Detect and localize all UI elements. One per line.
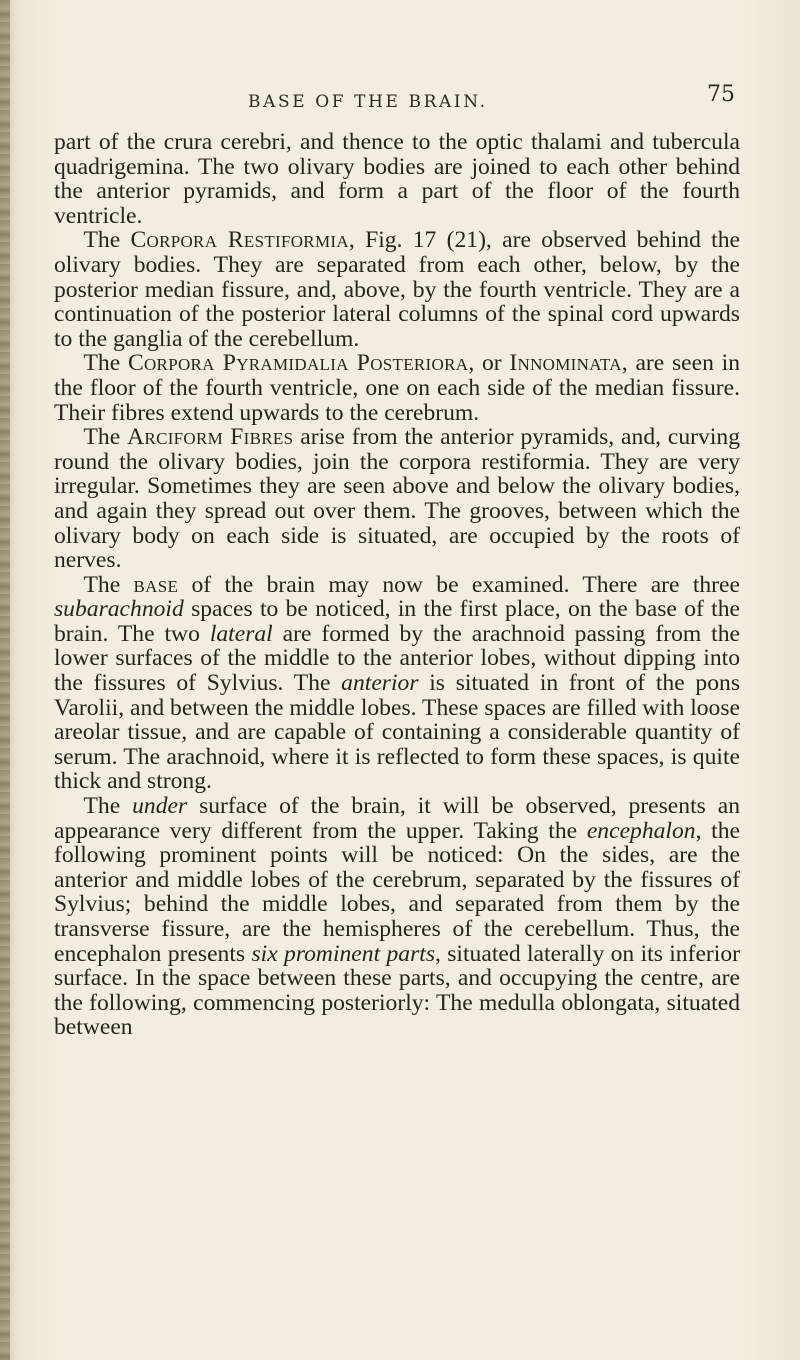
text-run: The [83, 793, 133, 820]
italic-term: lateral [209, 620, 273, 647]
page-binding-edge [0, 0, 10, 1360]
text-run: , the following prominent points will be noticed: On the sides, are the anterior and middle lobes of the cerebrum, separated by the fissures of Sylvius; behind the middle lobes, and separated from them by the transverse fissure, are the hemispheres of the cerebellum. Thus, the encephalon presents [54, 817, 740, 967]
text-run: part of the crura cerebri, and thence to the optic thalami and tubercula quadrigemina. The two olivary bodies are joined to each other behind the anterior pyramids, and form a part of the floor of the fourth ventricle. [54, 129, 740, 229]
small-caps-term: Arciform Fibres [127, 424, 294, 451]
text-run: are formed by the arachnoid passing from the lower surfaces of the middle to the anterior lobes, without dipping into the fissures of Sylvius. The [54, 620, 740, 697]
italic-term: subarachnoid [54, 596, 184, 623]
small-caps-term: Corpora Pyramidalia Posteriora [127, 350, 469, 377]
small-caps-term: base [133, 571, 179, 598]
paragraph [54, 351, 740, 425]
italic-term: under [132, 793, 188, 820]
text-run: spaces to be noticed, in the first place, on the base of the brain. The two [54, 596, 740, 647]
text-run: , or [468, 350, 510, 377]
paragraph [54, 425, 740, 573]
page-number: 75 [707, 82, 735, 107]
paragraph [54, 130, 740, 228]
running-title: BASE OF THE BRAIN. [248, 92, 488, 112]
body-text [54, 130, 740, 1040]
paragraph [54, 228, 740, 351]
paragraph [54, 573, 740, 794]
text-run: , are seen in the floor of the fourth ventricle, one on each side of the median fissure. Their fibres extend upwards to the cerebrum. [54, 350, 740, 426]
small-caps-term: Corpora Restiformia [130, 227, 349, 254]
text-run: is situated in front of the pons Varolii, and between the middle lobes. These spaces are filled with loose areolar tissue, and are capable of containing a considerable quantity of serum. The arachnoid, where it is reflected to form these spaces, is quite thick and strong. [54, 670, 740, 795]
text-run: The [83, 350, 128, 377]
italic-term: six prominent parts [251, 940, 435, 967]
text-run: surface of the brain, it will be observed, presents an appearance very different from the upper. Taking the [54, 793, 740, 844]
text-run: The [83, 227, 131, 254]
italic-term: encephalon [586, 817, 696, 844]
small-caps-term: Innominata [509, 350, 622, 377]
italic-term: anterior [341, 670, 419, 697]
running-header [0, 82, 800, 126]
paragraph [54, 794, 740, 1040]
text-run: , situated laterally on its inferior surface. In the space between these parts, and occupying the centre, are the following, commencing posteriorly: The medulla oblongata, situated between [54, 940, 740, 1041]
text-run: of the brain may now be examined. There are three [178, 571, 740, 598]
text-run: , Fig. 17 (21), are observed behind the olivary bodies. They are separated from each other, below, by the posterior median fissure, and, above, by the fourth ventricle. They are a continuation of the posterior lateral columns of the spinal cord upwards to the ganglia of the cerebellum. [54, 227, 740, 352]
text-run: arise from the anterior pyramids, and, curving round the olivary bodies, join the corpora restiformia. They are very irregular. Sometimes they are seen above and below the olivary bodies, and again they spread out over them. The grooves, between which the olivary body on each side is situated, are occupied by the roots of nerves. [54, 424, 740, 574]
text-run: The [83, 571, 134, 598]
text-run: The [83, 424, 128, 451]
